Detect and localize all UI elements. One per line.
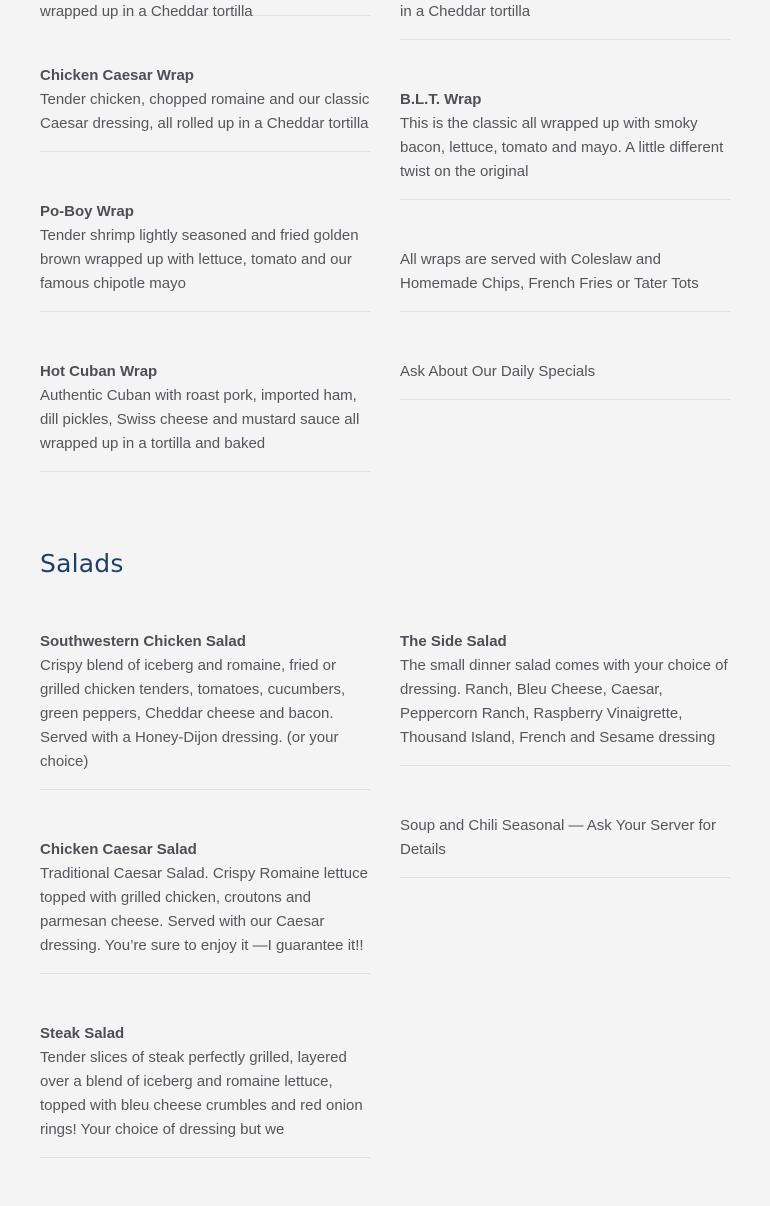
menu-item-description: Authentic Cuban with roast pork, imported ham, dill pickles, Swiss cheese and mustard sauce all wrapped up in a tortilla and baked [40,387,360,452]
menu-item-name: Po-Boy Wrap [40,203,134,220]
menu-item-description: in a Cheddar tortilla [400,3,531,20]
wraps-right-column [400,0,730,448]
menu-item [40,64,370,152]
menu-item [40,630,370,790]
menu-item-name: Hot Cuban Wrap [40,363,158,380]
menu-item-name: B.L.T. Wrap [400,91,482,108]
menu-item [40,838,370,974]
menu-item: wrapped up in a Cheddar tortilla [40,0,370,16]
menu-item-description: The small dinner salad comes with your choice of dressing. Ranch, Bleu Cheese, Caesar, Peppercorn Ranch, Raspberry Vinaigrette, Thousand Island, French and Sesame dressing [400,657,728,746]
menu-note [400,814,730,878]
menu-item-description: Crispy blend of iceberg and romaine, fried or grilled chicken tenders, tomatoes, cucumbers, green peppers, Cheddar cheese and bacon. Served with a Honey-Dijon dressing. (or your choice) [40,657,346,770]
menu-item-name: The Side Salad [400,633,507,650]
menu-item [400,88,730,200]
menu-note-text: Soup and Chili Seasonal — Ask Your Server for Details [400,817,717,858]
wraps-left-column [40,0,370,520]
menu-note-text: Ask About Our Daily Specials [400,363,596,380]
menu-note-text: All wraps are served with Coleslaw and Homemade Chips, French Fries or Tater Tots [400,251,699,292]
menu-item [400,0,730,40]
salads-right-column [400,630,730,926]
menu-item-name: Chicken Caesar Salad [40,841,197,858]
menu-item [40,1022,370,1158]
menu-item-name: Southwestern Chicken Salad [40,633,246,650]
menu-item-description: This is the classic all wrapped up with smoky bacon, lettuce, tomato and mayo. A little different twist on the original [400,115,724,180]
section-title-salads: Salads [40,549,124,578]
menu-item-description: Tender slices of steak perfectly grilled, layered over a blend of iceberg and romaine lettuce, topped with bleu cheese crumbles and red onion rings! Your choice of dressing but we [40,1049,363,1138]
menu-item-description: Tender chicken, chopped romaine and our classic Caesar dressing, all rolled up in a Cheddar tortilla [40,91,370,132]
menu-item-name: Steak Salad [40,1025,125,1042]
menu-item [400,630,730,766]
menu-item-name: Chicken Caesar Wrap [40,67,194,84]
menu-item [40,200,370,312]
salads-left-column [40,630,370,1206]
menu-item-description: Tender shrimp lightly seasoned and fried golden brown wrapped up with lettuce, tomato and our famous chipotle mayo [40,227,359,292]
menu-note [400,360,730,400]
menu-item [40,360,370,472]
menu-note [400,248,730,312]
menu-item-description: Traditional Caesar Salad. Crispy Romaine lettuce topped with grilled chicken, croutons and parmesan cheese. Served with our Caesar dressing. You’re sure to enjoy it —I guarantee it!! [40,865,368,954]
